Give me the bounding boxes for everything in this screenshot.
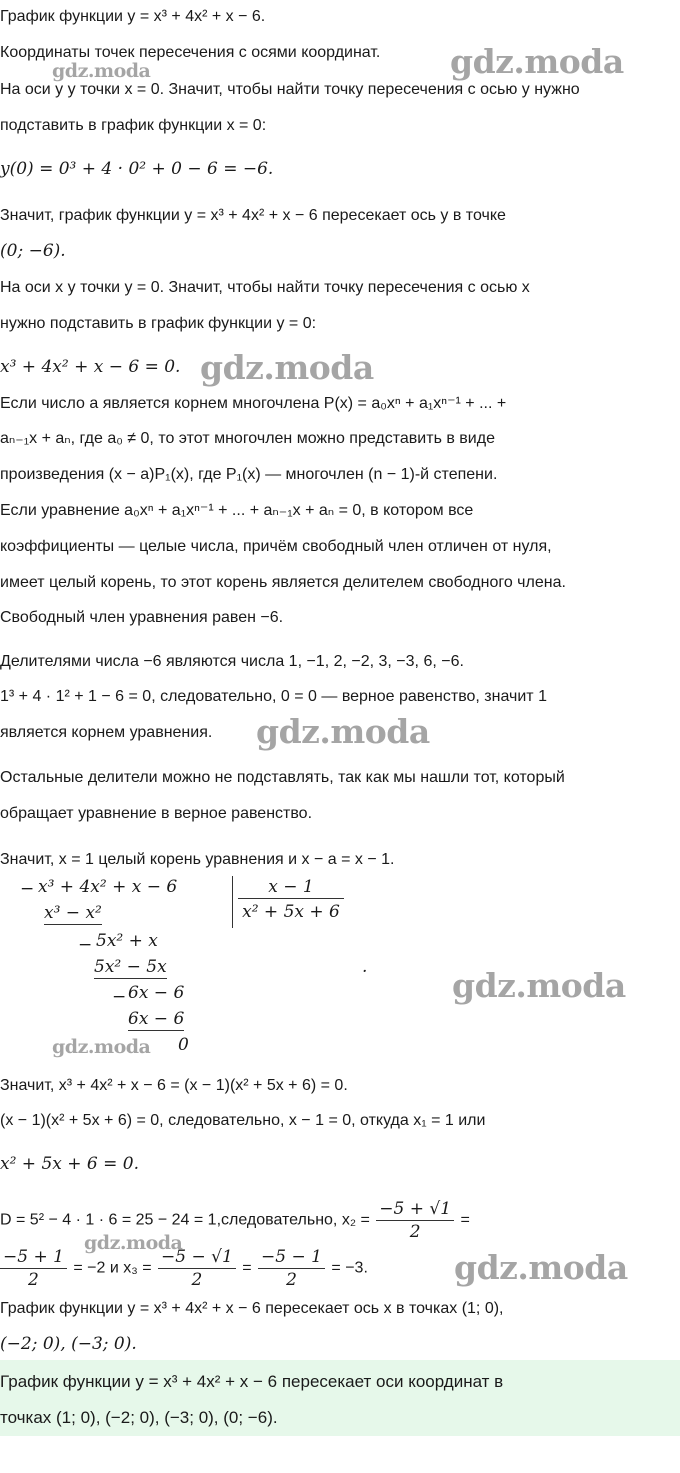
answer-box bbox=[0, 1360, 680, 1436]
division-bar bbox=[232, 876, 233, 928]
text-line: График функции y = x³ + 4x² + x − 6 пересекает ось x в точках (1; 0), bbox=[0, 1300, 504, 1317]
quotient: x² + 5x + 6 bbox=[242, 902, 340, 922]
subtrahend: x³ − x² bbox=[44, 903, 102, 923]
math-line: (0; −6). bbox=[0, 241, 66, 261]
dividend: x³ + 4x² + x − 6 bbox=[38, 877, 178, 897]
text-line: aₙ₋₁x + aₙ, где a₀ ≠ 0, то этот многочлен можно представить в виде bbox=[0, 430, 495, 447]
numerator: −5 − √1 bbox=[158, 1246, 236, 1269]
math-line: x³ + 4x² + x − 6 = 0. bbox=[0, 357, 181, 377]
subtrahend: 6x − 6 bbox=[128, 1009, 185, 1029]
fraction bbox=[0, 1246, 67, 1291]
text-line: Координаты точек пересечения с осями координат. bbox=[0, 44, 381, 61]
watermark: gdz.moda bbox=[256, 712, 430, 751]
text-line: произведения (x − a)P₁(x), где P₁(x) — многочлен (n − 1)-й степени. bbox=[0, 466, 498, 483]
text-fragment: = −2 и x₃ = bbox=[73, 1259, 152, 1277]
text-line: Если число a является корнем многочлена P(x) = a₀xⁿ + a₁xⁿ⁻¹ + ... + bbox=[0, 395, 507, 412]
text-line: 1³ + 4 · 1² + 1 − 6 = 0, следовательно, 0 = 0 — верное равенство, значит 1 bbox=[0, 688, 547, 705]
text-line: График функции y = x³ + 4x² + x − 6. bbox=[0, 8, 266, 25]
math-line: (−2; 0), (−3; 0). bbox=[0, 1334, 137, 1354]
watermark: gdz.moda bbox=[452, 966, 626, 1005]
denominator: 2 bbox=[409, 1222, 421, 1242]
divisor: x − 1 bbox=[238, 876, 344, 899]
equals-sign: = bbox=[460, 1211, 470, 1229]
watermark: gdz.moda bbox=[454, 1248, 628, 1287]
denominator: 2 bbox=[191, 1270, 203, 1290]
denominator: 2 bbox=[286, 1270, 297, 1290]
text-line: коэффициенты — целые числа, причём свободный член отличен от нуля, bbox=[0, 538, 552, 555]
text-fragment: D = 5² − 4 · 1 · 6 = 25 − 24 = 1,следовательно, x₂ = bbox=[0, 1211, 370, 1229]
text-line: подставить в график функции x = 0: bbox=[0, 117, 267, 134]
remainder: 5x² + x bbox=[96, 931, 158, 951]
text-line: является корнем уравнения. bbox=[0, 724, 213, 741]
text-line: Делителями числа −6 являются числа 1, −1, 2, −2, 3, −3, 6, −6. bbox=[0, 653, 464, 670]
answer-line: График функции y = x³ + 4x² + x − 6 пересекает оси координат в bbox=[0, 1372, 504, 1391]
text-line: На оси x у точки y = 0. Значит, чтобы найти точку пересечения с осью x bbox=[0, 279, 530, 296]
text-line: Свободный член уравнения равен −6. bbox=[0, 609, 284, 626]
watermark: gdz.moda bbox=[450, 42, 624, 81]
remainder: 6x − 6 bbox=[128, 983, 185, 1003]
watermark: gdz.moda bbox=[52, 60, 151, 82]
dot: . bbox=[362, 957, 368, 977]
text-line: Значит, график функции y = x³ + 4x² + x − 6 пересекает ось y в точке bbox=[0, 207, 506, 224]
numerator: −5 + √1 bbox=[376, 1198, 454, 1221]
math-line: y(0) = 0³ + 4 · 0² + 0 − 6 = −6. bbox=[0, 159, 274, 179]
minus-sign: − bbox=[78, 935, 93, 955]
numerator: −5 + 1 bbox=[0, 1246, 67, 1269]
text-line: Значит, x = 1 целый корень уравнения и x − a = x − 1. bbox=[0, 851, 395, 868]
denominator: 2 bbox=[28, 1270, 39, 1290]
fraction bbox=[258, 1246, 325, 1291]
minus-sign: − bbox=[112, 987, 127, 1007]
text-line: имеет целый корень, то этот корень является делителем свободного члена. bbox=[0, 574, 566, 591]
numerator: −5 − 1 bbox=[258, 1246, 325, 1269]
final-remainder: 0 bbox=[178, 1035, 189, 1055]
answer-line: точках (1; 0), (−2; 0), (−3; 0), (0; −6). bbox=[0, 1408, 278, 1427]
watermark: gdz.moda bbox=[84, 1232, 183, 1254]
discriminant-line bbox=[0, 1198, 470, 1243]
roots-line bbox=[0, 1246, 368, 1291]
text-line: обращает уравнение в верное равенство. bbox=[0, 805, 313, 822]
text-line: Значит, x³ + 4x² + x − 6 = (x − 1)(x² + 5x + 6) = 0. bbox=[0, 1077, 348, 1094]
text-fragment: = −3. bbox=[331, 1259, 368, 1277]
fraction bbox=[376, 1198, 454, 1243]
text-line: (x − 1)(x² + 5x + 6) = 0, следовательно, x − 1 = 0, откуда x₁ = 1 или bbox=[0, 1112, 486, 1129]
text-line: нужно подставить в график функции y = 0: bbox=[0, 315, 317, 332]
watermark: gdz.moda bbox=[52, 1036, 151, 1058]
text-line: Если уравнение a₀xⁿ + a₁xⁿ⁻¹ + ... + aₙ₋₁x + aₙ = 0, в котором все bbox=[0, 502, 474, 519]
math-line: x² + 5x + 6 = 0. bbox=[0, 1154, 139, 1174]
watermark: gdz.moda bbox=[200, 348, 374, 387]
text-line: Остальные делители можно не подставлять, так как мы нашли тот, который bbox=[0, 769, 565, 786]
subtrahend: 5x² − 5x bbox=[94, 957, 167, 977]
minus-sign: − bbox=[20, 879, 35, 899]
equals-sign: = bbox=[242, 1259, 252, 1277]
text-line: На оси y у точки x = 0. Значит, чтобы найти точку пересечения с осью y нужно bbox=[0, 81, 580, 98]
